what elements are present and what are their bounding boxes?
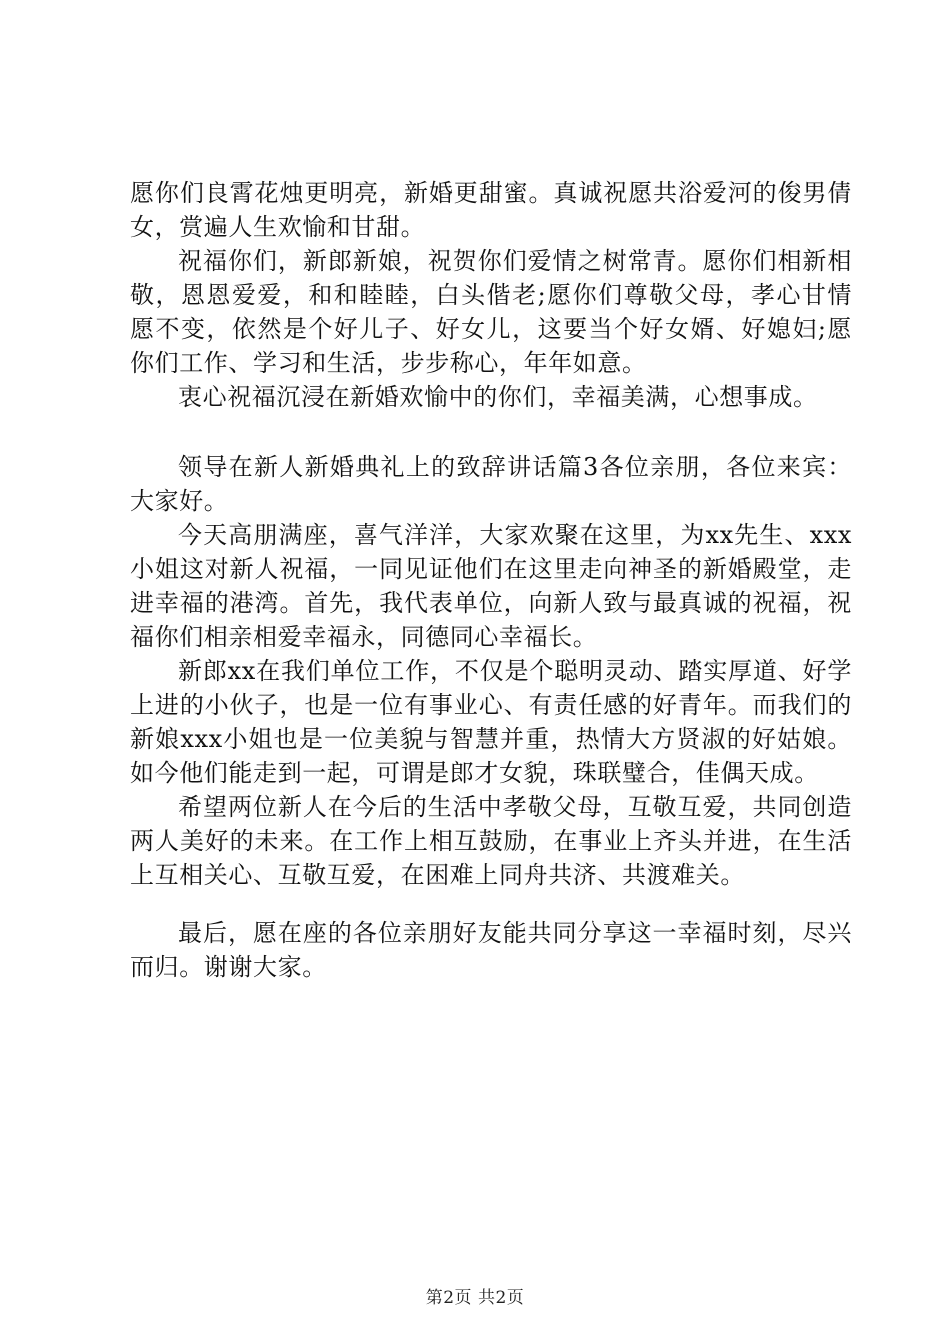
paragraph-6: 希望两位新人在今后的生活中孝敬父母，互敬互爱，共同创造两人美好的未来。在工作上相互鼓励，在事业上齐头并进，在生活上互相关心、互敬互爱，在困难上同舟共济、共渡难关。 bbox=[130, 793, 852, 889]
paragraph-5: 新郎xx在我们单位工作，不仅是个聪明灵动、踏实厚道、好学上进的小伙子，也是一位有事业心、有责任感的好青年。而我们的新娘xxx小姐也是一位美貌与智慧并重，热情大方贤淑的好姑娘。如今他们能走到一起，可谓是郎才女貌，珠联璧合，佳偶天成。 bbox=[130, 657, 852, 787]
paragraph-7: 最后，愿在座的各位亲朋好友能共同分享这一幸福时刻，尽兴而归。谢谢大家。 bbox=[130, 919, 852, 981]
section-heading: 领导在新人新婚典礼上的致辞讲话篇3各位亲朋，各位来宾：大家好。 bbox=[130, 453, 852, 515]
page-footer: 第2页 共2页 bbox=[425, 1288, 525, 1308]
paragraph-2: 祝福你们，新郎新娘，祝贺你们爱情之树常青。愿你们相新相敬，恩恩爱爱，和和睦睦，白头偕老;愿你们尊敬父母，孝心甘情愿不变，依然是个好儿子、好女儿，这要当个好女婿、好媳妇;愿你们工作、学习和生活，步步称心，年年如意。 bbox=[130, 247, 852, 377]
paragraph-3: 衷心祝福沉浸在新婚欢愉中的你们，幸福美满，心想事成。 bbox=[178, 383, 818, 411]
paragraph-1: 愿你们良霄花烛更明亮，新婚更甜蜜。真诚祝愿共浴爱河的俊男倩女，赏遍人生欢愉和甘甜。 bbox=[130, 179, 852, 241]
paragraph-gap bbox=[130, 892, 852, 916]
document-body bbox=[130, 176, 852, 984]
paragraph-4: 今天高朋满座，喜气洋洋，大家欢聚在这里，为xx先生、xxx小姐这对新人祝福，一同见证他们在这里走向神圣的新婚殿堂，走进幸福的港湾。首先，我代表单位，向新人致与最真诚的祝福，祝福你们相亲相爱幸福永，同德同心幸福长。 bbox=[130, 521, 852, 651]
paragraph-gap bbox=[130, 414, 852, 450]
